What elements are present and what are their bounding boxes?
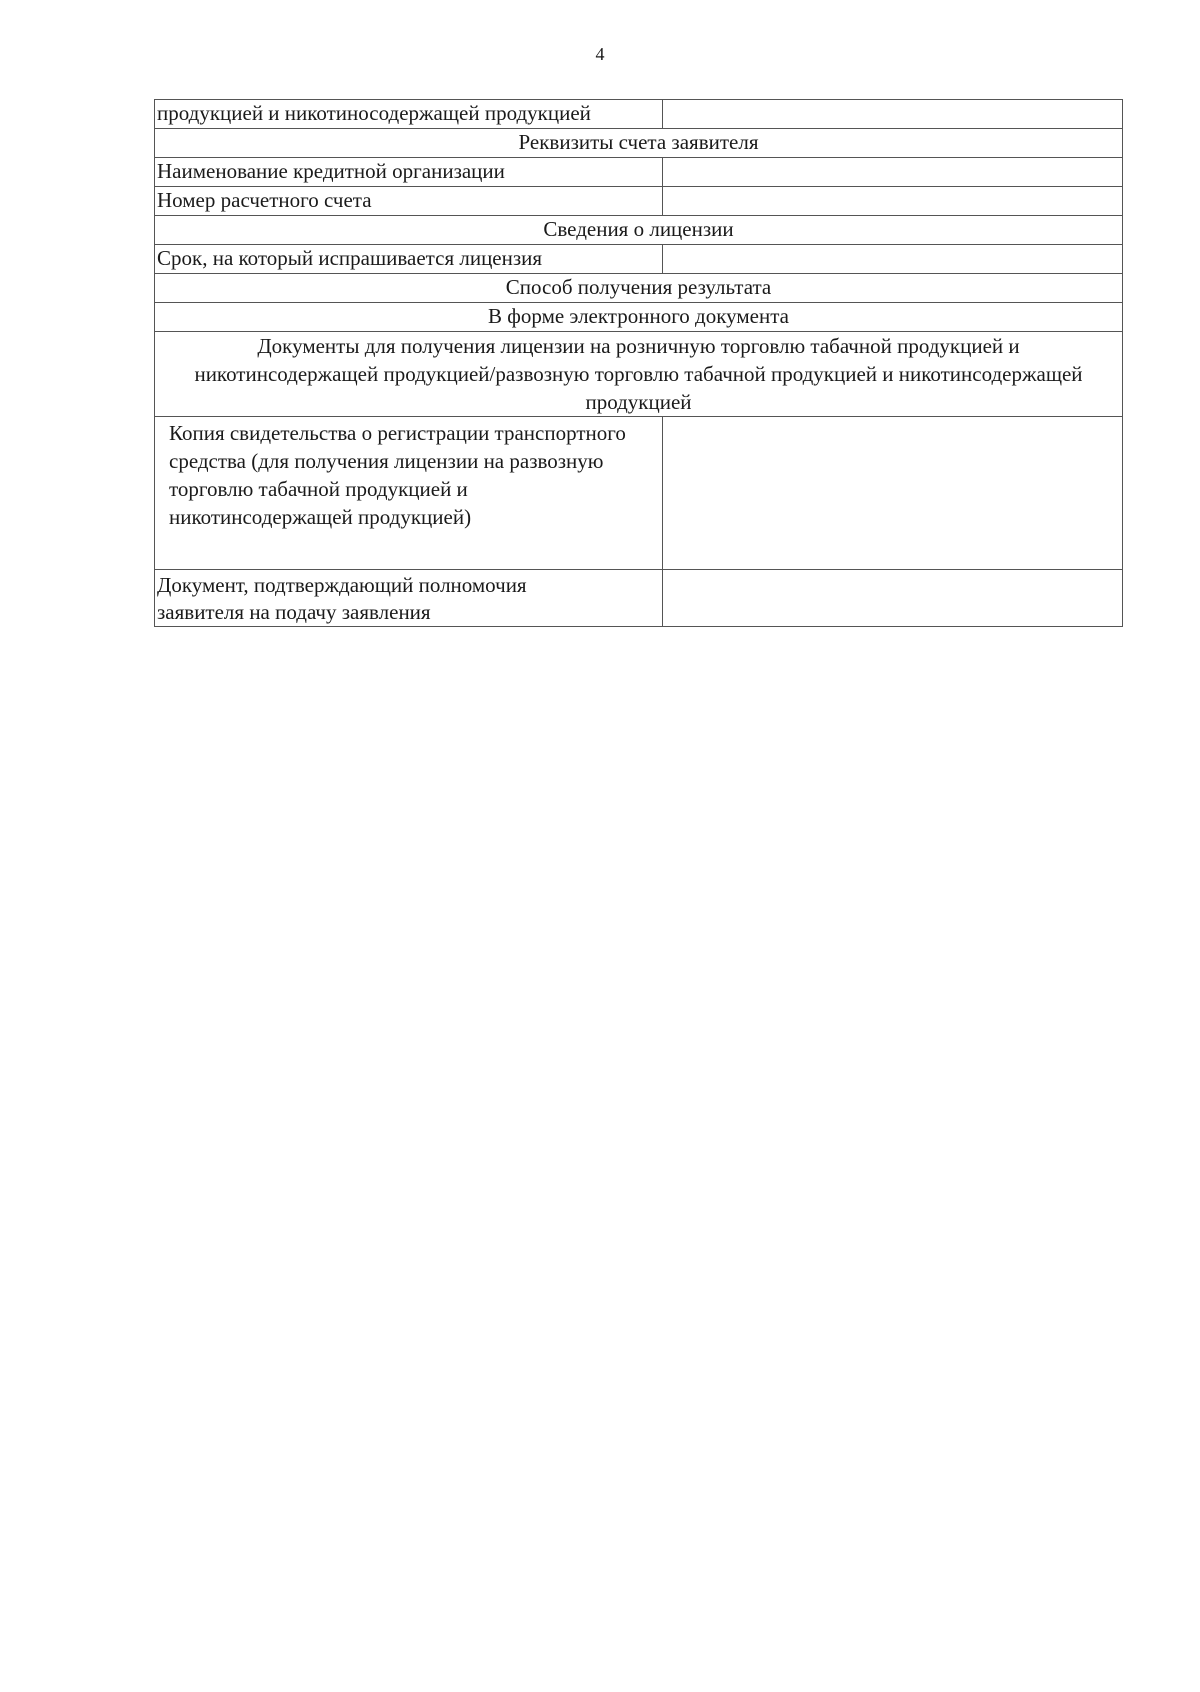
section-row bbox=[155, 332, 1123, 417]
authority-document-value-cell bbox=[663, 570, 1123, 627]
vehicle-certificate-value-cell bbox=[663, 417, 1123, 570]
table-row bbox=[155, 417, 1123, 570]
table-row bbox=[155, 187, 1123, 216]
account-number-value-cell bbox=[663, 187, 1123, 216]
result-method-value: В форме электронного документа bbox=[155, 303, 1123, 332]
section-row bbox=[155, 303, 1123, 332]
table-row bbox=[155, 158, 1123, 187]
table-row bbox=[155, 100, 1123, 129]
page-number: 4 bbox=[595, 44, 605, 64]
section-row bbox=[155, 216, 1123, 245]
license-term-label: Срок, на который испрашивается лицензия bbox=[155, 245, 663, 274]
section-heading-license-info: Сведения о лицензии bbox=[155, 216, 1123, 245]
account-number-label: Номер расчетного счета bbox=[155, 187, 663, 216]
continued-row-value-cell bbox=[663, 100, 1123, 129]
table-row bbox=[155, 570, 1123, 627]
license-term-value-cell bbox=[663, 245, 1123, 274]
section-row bbox=[155, 129, 1123, 158]
application-form-table bbox=[154, 99, 1123, 627]
continued-row-label: продукцией и никотиносодержащей продукцией bbox=[155, 100, 663, 129]
bank-name-value-cell bbox=[663, 158, 1123, 187]
vehicle-certificate-label: Копия свидетельства о регистрации транспортного средства (для получения лицензии на развозную торговлю табачной продукцией и никотинсодержащей продукцией) bbox=[155, 417, 663, 570]
section-heading-result-method: Способ получения результата bbox=[155, 274, 1123, 303]
bank-name-label: Наименование кредитной организации bbox=[155, 158, 663, 187]
section-row bbox=[155, 274, 1123, 303]
authority-document-label: Документ, подтверждающий полномочия заявителя на подачу заявления bbox=[155, 570, 663, 627]
section-heading-documents: Документы для получения лицензии на розничную торговлю табачной продукцией и никотинсодержащей продукцией/развозную торговлю табачной продукцией и никотинсодержащей продукцией bbox=[155, 332, 1123, 417]
table-row bbox=[155, 245, 1123, 274]
section-heading-account-details: Реквизиты счета заявителя bbox=[155, 129, 1123, 158]
